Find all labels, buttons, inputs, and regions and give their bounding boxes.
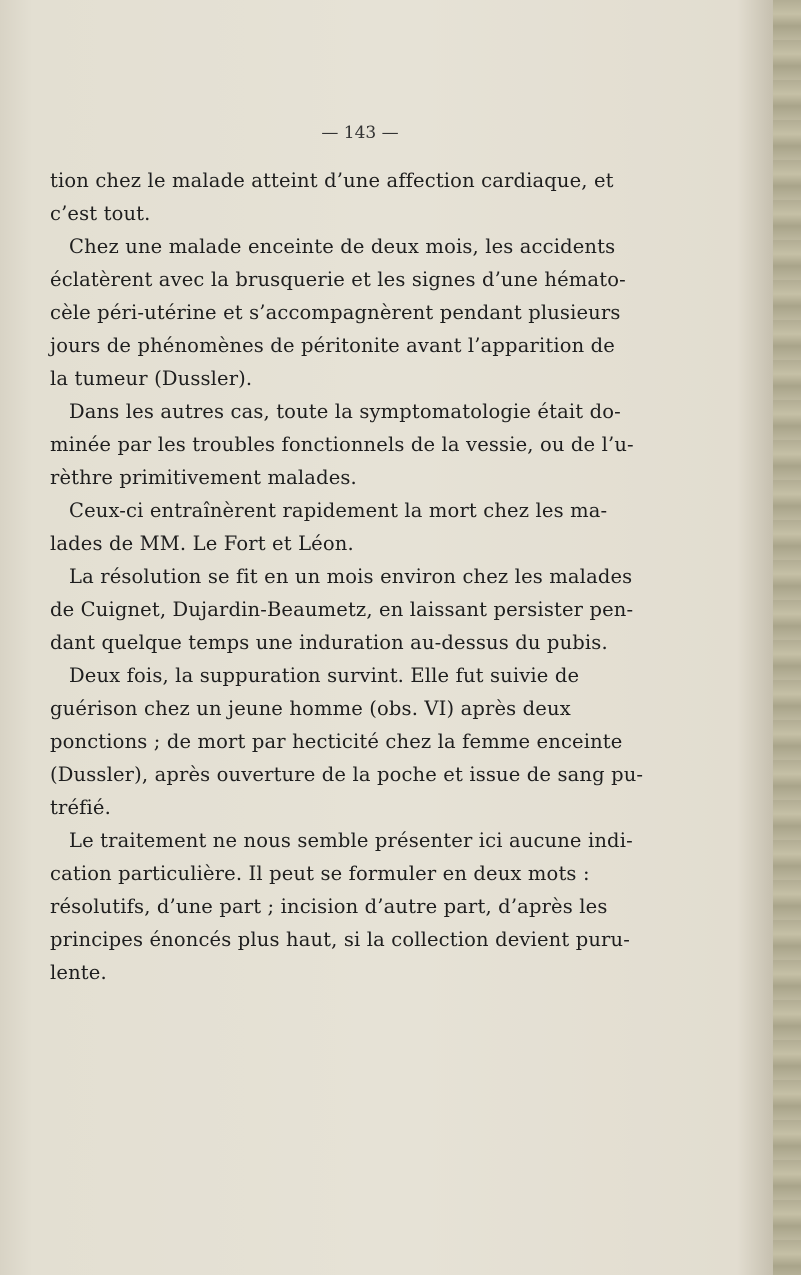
text-line: ponctions ; de mort par hecticité chez la femme enceinte	[50, 730, 623, 753]
text-line: Chez une malade enceinte de deux mois, les accidents	[69, 235, 616, 258]
text-line: cation particulière. Il peut se formuler en deux mots :	[50, 862, 590, 885]
text-line: éclatèrent avec la brusquerie et les signes d’une hémato-	[50, 268, 626, 291]
text-line: Le traitement ne nous semble présenter ici aucune indi-	[69, 829, 633, 852]
text-line: dant quelque temps une induration au-dessus du pubis.	[50, 631, 608, 654]
text-line: Deux fois, la suppuration survint. Elle fut suivie de	[69, 664, 580, 687]
text-line: de Cuignet, Dujardin-Beaumetz, en laissant persister pen-	[50, 598, 634, 621]
text-line: tion chez le malade atteint d’une affection cardiaque, et	[50, 169, 614, 192]
text-line: minée par les troubles fonctionnels de la vessie, ou de l’u-	[50, 433, 634, 456]
text-line: tréfié.	[50, 796, 111, 819]
text-line: résolutifs, d’une part ; incision d’autre part, d’après les	[50, 895, 608, 918]
text-line: La résolution se fit en un mois environ chez les malades	[69, 565, 633, 588]
page-binding-edge	[773, 0, 801, 1275]
text-line: (Dussler), après ouverture de la poche et issue de sang pu-	[50, 763, 644, 786]
text-line: jours de phénomènes de péritonite avant l’apparition de	[50, 334, 615, 357]
text-line: principes énoncés plus haut, si la collection devient puru-	[50, 928, 630, 951]
text-line: rèthre primitivement malades.	[50, 466, 357, 489]
text-line: lades de MM. Le Fort et Léon.	[50, 532, 354, 555]
text-line: Ceux-ci entraînèrent rapidement la mort chez les ma-	[69, 499, 608, 522]
page-number: — 143 —	[321, 123, 399, 143]
text-line: la tumeur (Dussler).	[50, 367, 253, 390]
text-line: c’est tout.	[50, 202, 151, 225]
text-line: lente.	[50, 961, 107, 984]
text-line: guérison chez un jeune homme (obs. VI) après deux	[50, 697, 571, 720]
text-line: Dans les autres cas, toute la symptomatologie était do-	[69, 400, 621, 423]
text-line: cèle péri-utérine et s’accompagnèrent pendant plusieurs	[50, 301, 621, 324]
